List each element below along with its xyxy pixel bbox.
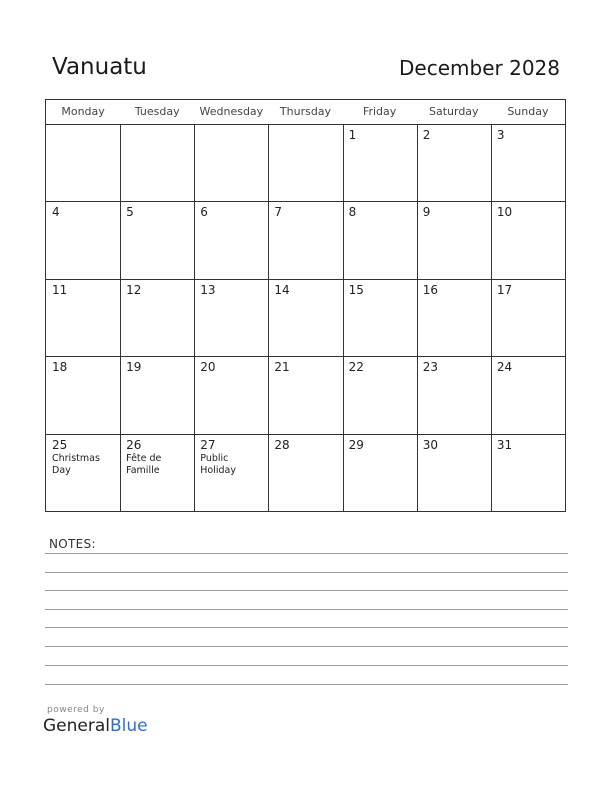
day-cell[interactable]: [269, 280, 342, 356]
day-cell[interactable]: [418, 435, 491, 511]
day-cell[interactable]: [344, 357, 417, 433]
note-line[interactable]: [45, 684, 568, 685]
day-cell[interactable]: [195, 357, 268, 433]
note-line[interactable]: [45, 627, 568, 628]
holiday-label: Public: [200, 452, 229, 464]
weekday-sunday: Sunday: [507, 105, 549, 118]
day-cell[interactable]: [344, 202, 417, 278]
weekday-wednesday: Wednesday: [199, 105, 264, 118]
note-line[interactable]: [45, 646, 568, 647]
day-cell[interactable]: [121, 202, 194, 278]
day-cell[interactable]: [121, 435, 194, 511]
day-number: 26: [126, 437, 142, 452]
day-cell[interactable]: [269, 125, 342, 201]
day-cell[interactable]: [47, 202, 120, 278]
day-number: 9: [422, 205, 431, 220]
day-number: 7: [274, 205, 283, 220]
day-number: 21: [274, 360, 290, 375]
note-line[interactable]: [45, 553, 568, 554]
day-number: 14: [274, 282, 290, 297]
day-number: 11: [52, 282, 68, 297]
calendar-grid: [45, 99, 566, 512]
day-number: 19: [126, 360, 142, 375]
day-number: 25: [52, 437, 68, 452]
day-cell[interactable]: [492, 125, 565, 201]
weekday-saturday: Saturday: [428, 105, 479, 118]
day-number: 30: [422, 437, 438, 452]
day-number: 28: [274, 437, 290, 452]
weekday-header-row: [46, 100, 565, 125]
day-cell[interactable]: [492, 357, 565, 433]
day-number: 15: [348, 282, 364, 297]
note-line[interactable]: [45, 609, 568, 610]
day-number: 12: [126, 282, 142, 297]
holiday-label: Famille: [126, 464, 160, 476]
day-cell[interactable]: [344, 280, 417, 356]
weekday-friday: Friday: [362, 105, 397, 118]
holiday-label: Fête de: [126, 452, 162, 464]
holiday-label: Christmas: [52, 452, 100, 464]
day-cell[interactable]: [269, 435, 342, 511]
day-cell[interactable]: [121, 280, 194, 356]
day-cell[interactable]: [418, 280, 491, 356]
day-cell[interactable]: [47, 280, 120, 356]
note-line[interactable]: [45, 590, 568, 591]
day-cell[interactable]: [492, 280, 565, 356]
day-cell[interactable]: [418, 357, 491, 433]
weekday-thursday: Thursday: [279, 105, 332, 118]
day-number: 24: [496, 360, 513, 375]
weekday-tuesday: Tuesday: [134, 105, 180, 118]
day-number: 22: [348, 360, 364, 375]
holiday-label: Day: [52, 464, 71, 476]
day-number: 5: [126, 205, 134, 220]
day-number: 1: [348, 128, 357, 142]
day-number: 6: [200, 205, 208, 220]
day-number: 3: [496, 128, 505, 142]
day-cell[interactable]: [269, 357, 342, 433]
day-cell[interactable]: [492, 202, 565, 278]
day-number: 8: [348, 205, 357, 220]
day-number: 2: [422, 128, 431, 142]
day-cell[interactable]: [418, 202, 491, 278]
day-cell[interactable]: [121, 357, 194, 433]
day-cell[interactable]: [492, 435, 565, 511]
holiday-label: Holiday: [200, 464, 236, 476]
day-number: 29: [348, 437, 364, 452]
day-cell[interactable]: [195, 125, 268, 201]
notes-label: NOTES:: [49, 537, 96, 551]
note-line[interactable]: [45, 572, 568, 573]
day-number: 18: [52, 360, 68, 375]
day-cell[interactable]: [195, 435, 268, 511]
generalblue-logo[interactable]: [43, 716, 148, 736]
country-title: Vanuatu: [52, 54, 147, 80]
day-cell[interactable]: [47, 435, 120, 511]
day-cell[interactable]: [344, 435, 417, 511]
brand-blue-text: Blue: [110, 716, 148, 736]
day-cell[interactable]: [47, 357, 120, 433]
day-cell[interactable]: [121, 125, 194, 201]
note-line[interactable]: [45, 665, 568, 666]
day-number: 31: [496, 437, 513, 452]
weekday-monday: Monday: [61, 105, 105, 118]
day-cell[interactable]: [269, 202, 342, 278]
day-number: 4: [52, 205, 60, 220]
brand-general-text: General: [43, 716, 110, 736]
powered-by-text: powered by: [47, 705, 105, 715]
day-number: 20: [200, 360, 216, 375]
day-number: 13: [200, 282, 216, 297]
day-cell[interactable]: [344, 125, 417, 201]
day-number: 23: [422, 360, 438, 375]
day-cell[interactable]: [418, 125, 491, 201]
day-number: 27: [200, 437, 216, 452]
month-year-title: December 2028: [399, 56, 560, 80]
day-number: 17: [496, 282, 513, 297]
day-number: 16: [422, 282, 438, 297]
day-number: 10: [496, 205, 513, 220]
day-cell[interactable]: [195, 280, 268, 356]
day-cell[interactable]: [47, 125, 120, 201]
day-cell[interactable]: [195, 202, 268, 278]
